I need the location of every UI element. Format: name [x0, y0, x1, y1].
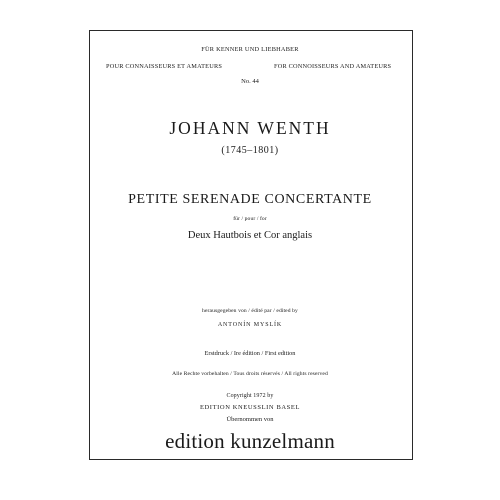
- first-edition-label: Erstdruck / Ire édition / First edition: [204, 350, 296, 357]
- work-instrumentation: Deux Hautbois et Cor anglais: [187, 230, 313, 241]
- series-title-fr: POUR CONNAISSEURS ET AMATEURS: [106, 63, 223, 70]
- rights-notice: Alle Rechte vorbehalten / Tous droits réservés / All rights reserved: [172, 371, 328, 377]
- series-title-de: FÜR KENNER UND LIEBHABER: [201, 46, 299, 53]
- series-title-row: [0, 63, 500, 73]
- original-publisher: EDITION KNEUSSLIN BASEL: [199, 404, 301, 411]
- publisher-brand: edition kunzelmann: [165, 429, 335, 453]
- work-title: PETITE SERENADE CONCERTANTE: [128, 192, 372, 207]
- editor-name: ANTONÍN MYSLÍK: [217, 322, 283, 328]
- edited-by-label: herausgegeben von / édité par / edited by: [202, 308, 298, 314]
- series-number: No. 44: [241, 78, 259, 85]
- work-for-label: für / pour / for: [233, 216, 267, 222]
- composer-dates: (1745–1801): [221, 145, 279, 156]
- copyright-line: Copyright 1972 by: [226, 393, 274, 399]
- taken-over-label: Übernommen von: [226, 416, 274, 423]
- series-title-en: FOR CONNOISSEURS AND AMATEURS: [274, 63, 392, 70]
- composer-name: JOHANN WENTH: [169, 118, 331, 138]
